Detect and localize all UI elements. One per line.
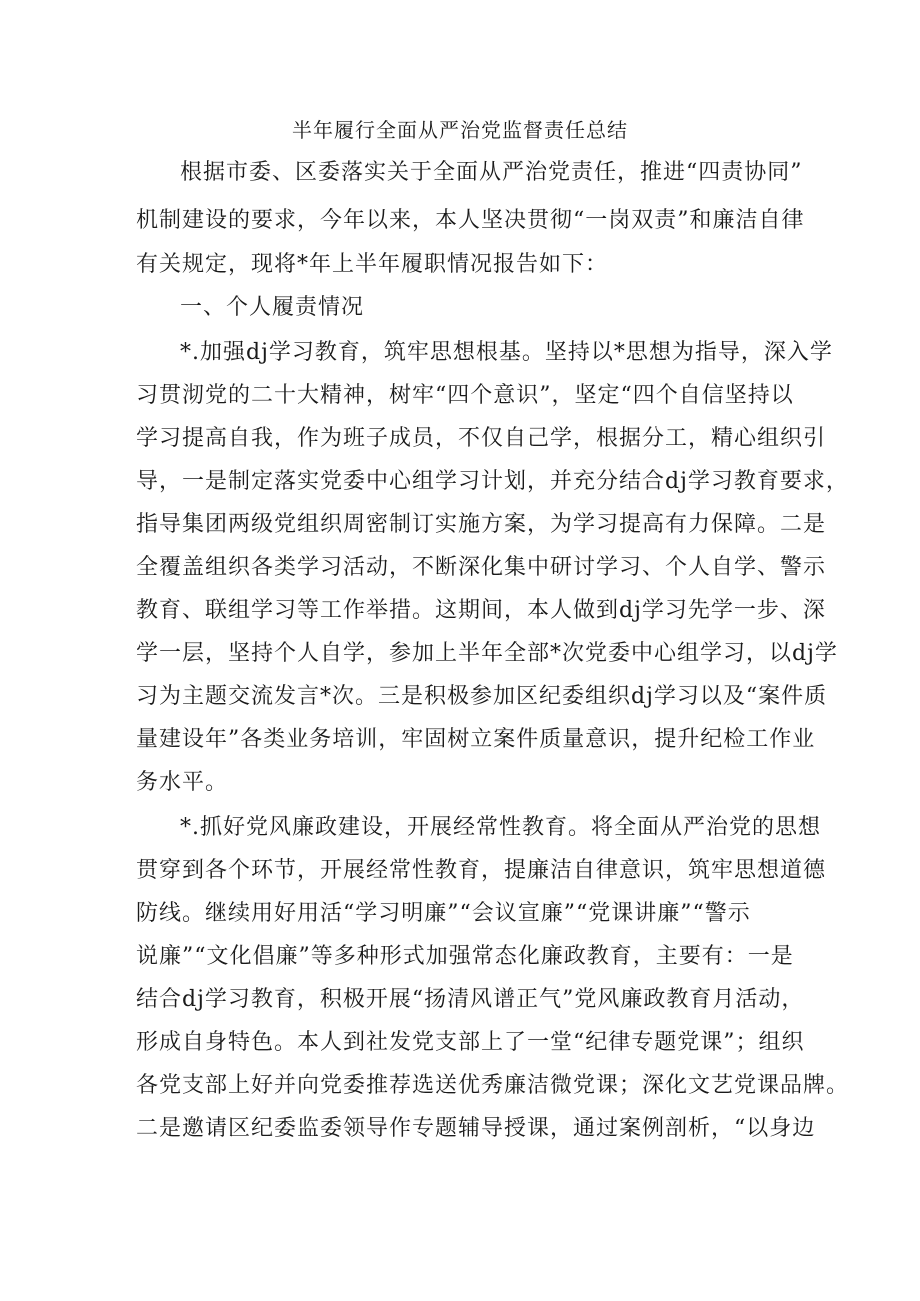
section-heading: 一、个人履责情况 bbox=[180, 295, 365, 320]
paragraph-line: 导，一是制定落实党委中心组学习计划，并充分结合dj学习教育要求， bbox=[136, 469, 849, 494]
paragraph-line: 指导集团两级党组织周密制订实施方案，为学习提高有力保障。二是 bbox=[136, 512, 827, 537]
paragraph-line: 贯穿到各个环节，开展经常性教育，提廉洁自律意识，筑牢思想道德 bbox=[136, 858, 827, 883]
paragraph-line: 机制建设的要求，今年以来，本人坚决贯彻“一岗双责”和廉洁自律 bbox=[136, 208, 805, 233]
paragraph-line: *.加强dj学习教育，筑牢思想根基。坚持以*思想为指导，深入学 bbox=[180, 340, 833, 365]
paragraph-line: 学一层，坚持个人自学，参加上半年全部*次党委中心组学习，以dj学 bbox=[136, 641, 838, 666]
paragraph-line: 根据市委、区委落实关于全面从严治党责任，推进“四责协同” bbox=[180, 160, 803, 185]
paragraph-line: *.抓好党风廉政建设，开展经常性教育。将全面从严治党的思想 bbox=[180, 815, 821, 840]
paragraph-line: 结合dj学习教育，积极开展“扬清风谱正气”党风廉政教育月活动， bbox=[136, 987, 805, 1012]
paragraph-line: 各党支部上好并向党委推荐选送优秀廉洁微党课；深化文艺党课品牌。 bbox=[136, 1073, 850, 1098]
paragraph-line: 教育、联组学习等工作举措。这期间，本人做到dj学习先学一步、深 bbox=[136, 598, 826, 623]
paragraph-line: 防线。继续用好用活“学习明廉”“会议宣廉”“党课讲廉”“警示 bbox=[136, 901, 751, 926]
paragraph-line: 说廉”“文化倡廉”等多种形式加强常态化廉政教育，主要有：一是 bbox=[136, 944, 794, 969]
paragraph-line: 二是邀请区纪委监委领导作专题辅导授课，通过案例剖析，“以身边 bbox=[136, 1116, 816, 1141]
paragraph-line: 形成自身特色。本人到社发党支部上了一堂“纪律专题党课”；组织 bbox=[136, 1030, 805, 1055]
paragraph-line: 量建设年”各类业务培训，牢固树立案件质量意识，提升纪检工作业 bbox=[136, 727, 816, 752]
paragraph-line: 习为主题交流发言*次。三是积极参加区纪委组织dj学习以及“案件质 bbox=[136, 684, 828, 709]
paragraph-line: 全覆盖组织各类学习活动，不断深化集中研讨学习、个人自学、警示 bbox=[136, 555, 827, 580]
paragraph-line: 有关规定，现将*年上半年履职情况报告如下： bbox=[136, 252, 609, 277]
document-title: 半年履行全面从严治党监督责任总结 bbox=[292, 118, 628, 142]
paragraph-line: 学习提高自我，作为班子成员，不仅自己学，根据分工，精心组织引 bbox=[136, 426, 827, 451]
paragraph-line: 务水平。 bbox=[136, 770, 229, 795]
paragraph-line: 习贯沏党的二十大精神，树牢“四个意识”，坚定“四个自信坚持以 bbox=[136, 383, 794, 408]
